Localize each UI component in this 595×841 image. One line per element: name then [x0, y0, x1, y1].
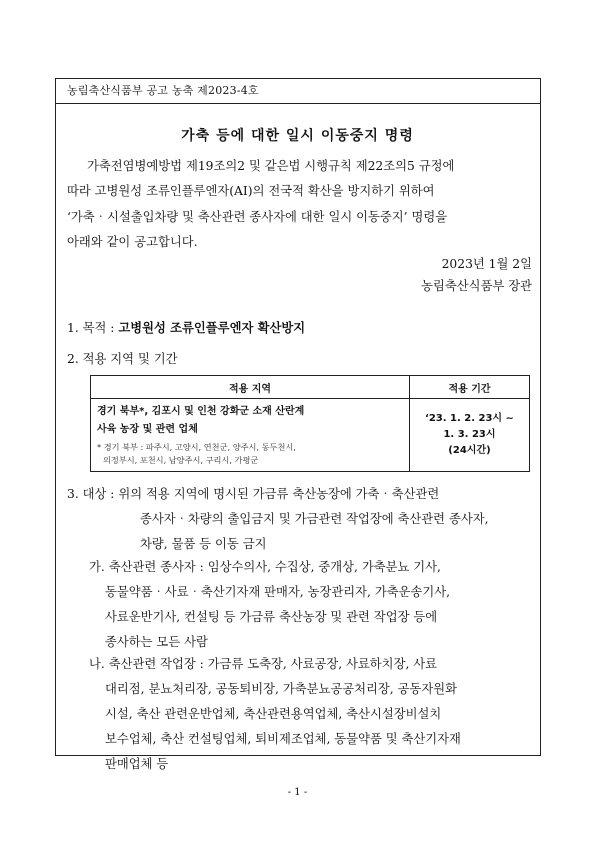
- workers-line: 종사하는 모든 사람: [105, 635, 208, 649]
- workplaces-line: 대리점, 분뇨처리장, 공동퇴비장, 가축분뇨공공처리장, 공동자원화: [105, 682, 457, 696]
- area-line: 사육 농장 및 관련 업체: [97, 424, 198, 435]
- area-note-line: 의정부시, 포천시, 남양주시, 구리시, 가평군: [103, 455, 259, 465]
- period-line: 1. 3. 23시: [443, 429, 496, 440]
- intro-paragraph: [67, 154, 532, 255]
- intro-line: ‘가축‧시설출입차량 및 축산관련 종사자에 대한 일시 이동중지’ 명령을: [67, 209, 448, 224]
- period-cell: [410, 399, 530, 472]
- notice-number: 농림축산식품부 공고 농축 제2023-4호: [67, 84, 259, 97]
- table-header-area: 적용 지역: [91, 376, 410, 399]
- target-line: 3. 대상 : 위의 적용 지역에 명시된 가금류 축산농장에 가축‧축산관련: [67, 487, 440, 501]
- table-row: [91, 399, 530, 472]
- area-cell: [91, 399, 410, 472]
- section-target: [67, 482, 537, 557]
- table-header-period: 적용 기간: [410, 376, 530, 399]
- subsection-workplaces: [89, 652, 537, 777]
- page-title: 가축 등에 대한 일시 이동중지 명령: [181, 128, 414, 144]
- area-period-table: [90, 375, 530, 472]
- target-line: 차량, 물품 등 이동 금지: [140, 537, 267, 551]
- page-number: - 1 -: [287, 787, 308, 798]
- area-note-line: * 경기 북부 : 파주시, 고양시, 연천군, 양주시, 동두천시,: [97, 442, 296, 452]
- area-line: 경기 북부*, 김포시 및 인천 강화군 소재 산란계: [97, 406, 305, 417]
- workplaces-line: 나. 축산관련 작업장 : 가금류 도축장, 사료공장, 사료하치장, 사료: [89, 657, 438, 671]
- section-purpose-label: 1. 목적 :: [67, 321, 115, 335]
- intro-line: 아래와 같이 공고합니다.: [67, 234, 198, 249]
- intro-line: 따라 고병원성 조류인플루엔자(AI)의 전국적 확산을 방지하기 위하여: [67, 184, 435, 199]
- signer: 농림축산식품부 장관: [421, 279, 532, 293]
- target-line: 종사자‧차량의 출입금지 및 가금관련 작업장에 축산관련 종사자,: [140, 512, 489, 526]
- workers-line: 동물약품‧사료‧축산기자재 판매자, 농장관리자, 가축운송기사,: [105, 585, 451, 599]
- subsection-workers: [89, 555, 537, 655]
- workplaces-line: 판매업체 등: [105, 757, 169, 771]
- workplaces-line: 보수업체, 축산 컨설팅업체, 퇴비제조업체, 동물약품 및 축산기자재: [105, 732, 461, 746]
- workers-line: 가. 축산관련 종사자 : 임상수의사, 수집상, 중개상, 가축분뇨 기사,: [89, 560, 441, 574]
- period-line: ‘23. 1. 2. 23시 ~: [425, 413, 514, 424]
- section-purpose: [67, 318, 305, 336]
- section-area-period: 2. 적용 지역 및 기간: [67, 352, 178, 366]
- area-note: [97, 441, 403, 467]
- intro-line: 가축전염병예방법 제19조의2 및 같은법 시행규칙 제22조의5 규정에: [87, 159, 455, 173]
- workers-line: 사료운반기사, 컨설팅 등 가금류 축산농장 및 관련 작업장 등에: [105, 610, 438, 624]
- notice-date: 2023년 1월 2일: [441, 257, 532, 271]
- section-purpose-value: 고병원성 조류인플루엔자 확산방지: [118, 321, 306, 335]
- table-header-row: [91, 376, 530, 399]
- workplaces-line: 시설, 축산 관련운반업체, 축산관련용역업체, 축산시설장비설치: [105, 707, 442, 721]
- period-line: (24시간): [448, 445, 491, 456]
